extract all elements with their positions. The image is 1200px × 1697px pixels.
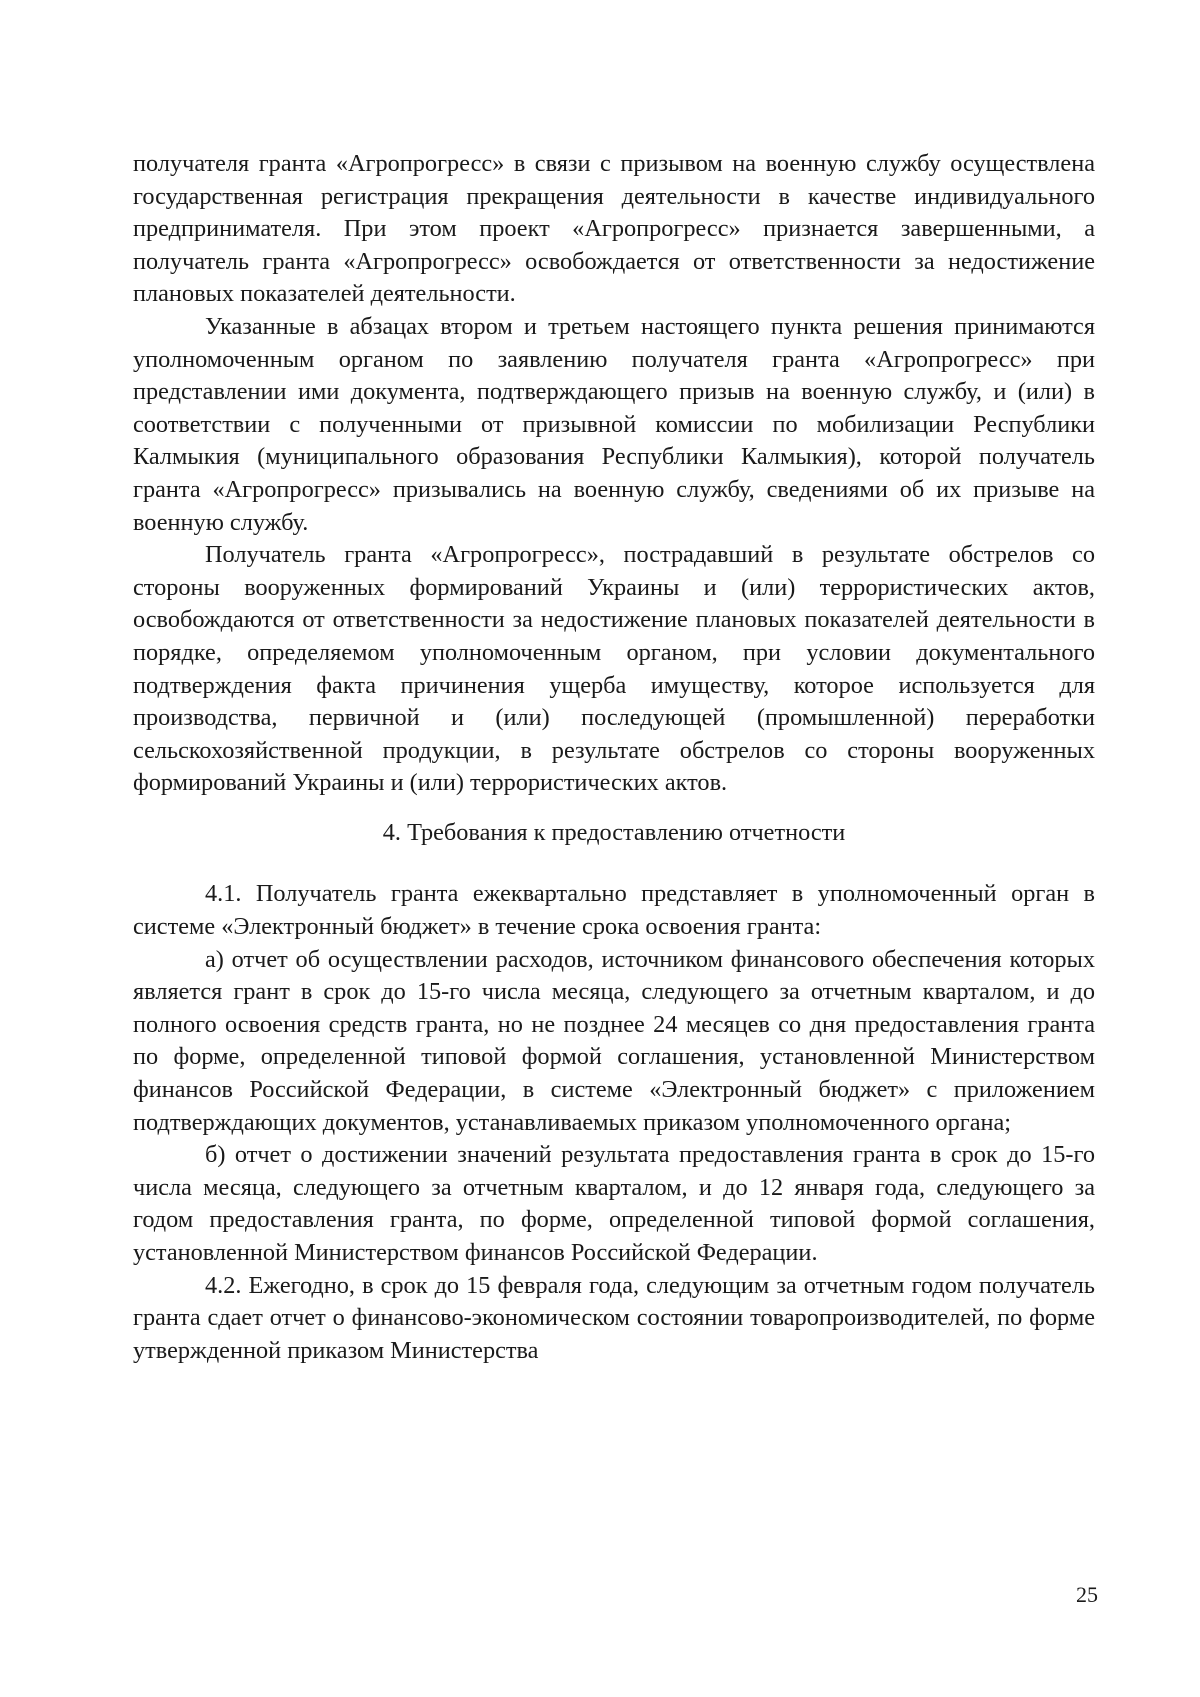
document-body <box>133 148 1095 1367</box>
paragraph-continuation: получателя гранта «Агропрогресс» в связи с призывом на военную службу осуществлена государственная регистрация прекращения деятельности в качестве индивидуального предпринимателя. При этом проект «Агропрогресс» признается завершенными, а получатель гранта «Агропрогресс» освобождается от ответственности за недостижение плановых показателей деятельности. <box>133 150 1095 308</box>
paragraph-4-1-a: а) отчет об осуществлении расходов, источником финансового обеспечения которых является грант в срок до 15-го числа месяца, следующего за отчетным кварталом, и до полного освоения средств гранта, но не позднее 24 месяцев со дня предоставления гранта по форме, определенной типовой формой соглашения, установленной Министерством финансов Российской Федерации, в системе «Электронный бюджет» с приложением подтверждающих документов, устанавливаемых приказом уполномоченного органа; <box>133 945 1095 1136</box>
paragraph-shelling-exemption: Получатель гранта «Агропрогресс», пострадавший в результате обстрелов со стороны вооруженных формирований Украины и (или) террористических актов, освобождаются от ответственности за недостижение плановых показателей деятельности в порядке, определяемом уполномоченным органом, при условии документального подтверждения факта причинения ущерба имуществу, которое используется для производства, первичной и (или) последующей (промышленной) переработки сельскохозяйственной продукции, в результате обстрелов со стороны вооруженных формирований Украины и (или) террористических актов. <box>133 541 1095 797</box>
paragraph-decisions: Указанные в абзацах втором и третьем настоящего пункта решения принимаются уполномоченным органом по заявлению получателя гранта «Агропрогресс» при представлении ими документа, подтверждающего призыв на военную службу, и (или) в соответствии с полученными от призывной комиссии по мобилизации Республики Калмыкия (муниципального образования Республики Калмыкия), которой получатель гранта «Агропрогресс» призывались на военную службу, сведениями об их призыве на военную службу. <box>133 312 1095 536</box>
page-number: 25 <box>1076 1582 1098 1607</box>
paragraph-4-2: 4.2. Ежегодно, в срок до 15 февраля года, следующим за отчетным годом получатель гранта сдает отчет о финансово-экономическом состоянии товаропроизводителей, по форме утвержденной приказом Министерства <box>133 1271 1095 1364</box>
paragraph-4-1: 4.1. Получатель гранта ежеквартально представляет в уполномоченный орган в системе «Электронный бюджет» в течение срока освоения гранта: <box>133 880 1095 941</box>
section-heading: 4. Требования к предоставлению отчетности <box>382 818 846 846</box>
paragraph-4-1-b: б) отчет о достижении значений результата предоставления гранта в срок до 15-го числа месяца, следующего за отчетным кварталом, и до 12 января года, следующего за годом предоставления гранта, по форме, определенной типовой формой соглашения, установленной Министерством финансов Российской Федерации. <box>133 1141 1095 1266</box>
